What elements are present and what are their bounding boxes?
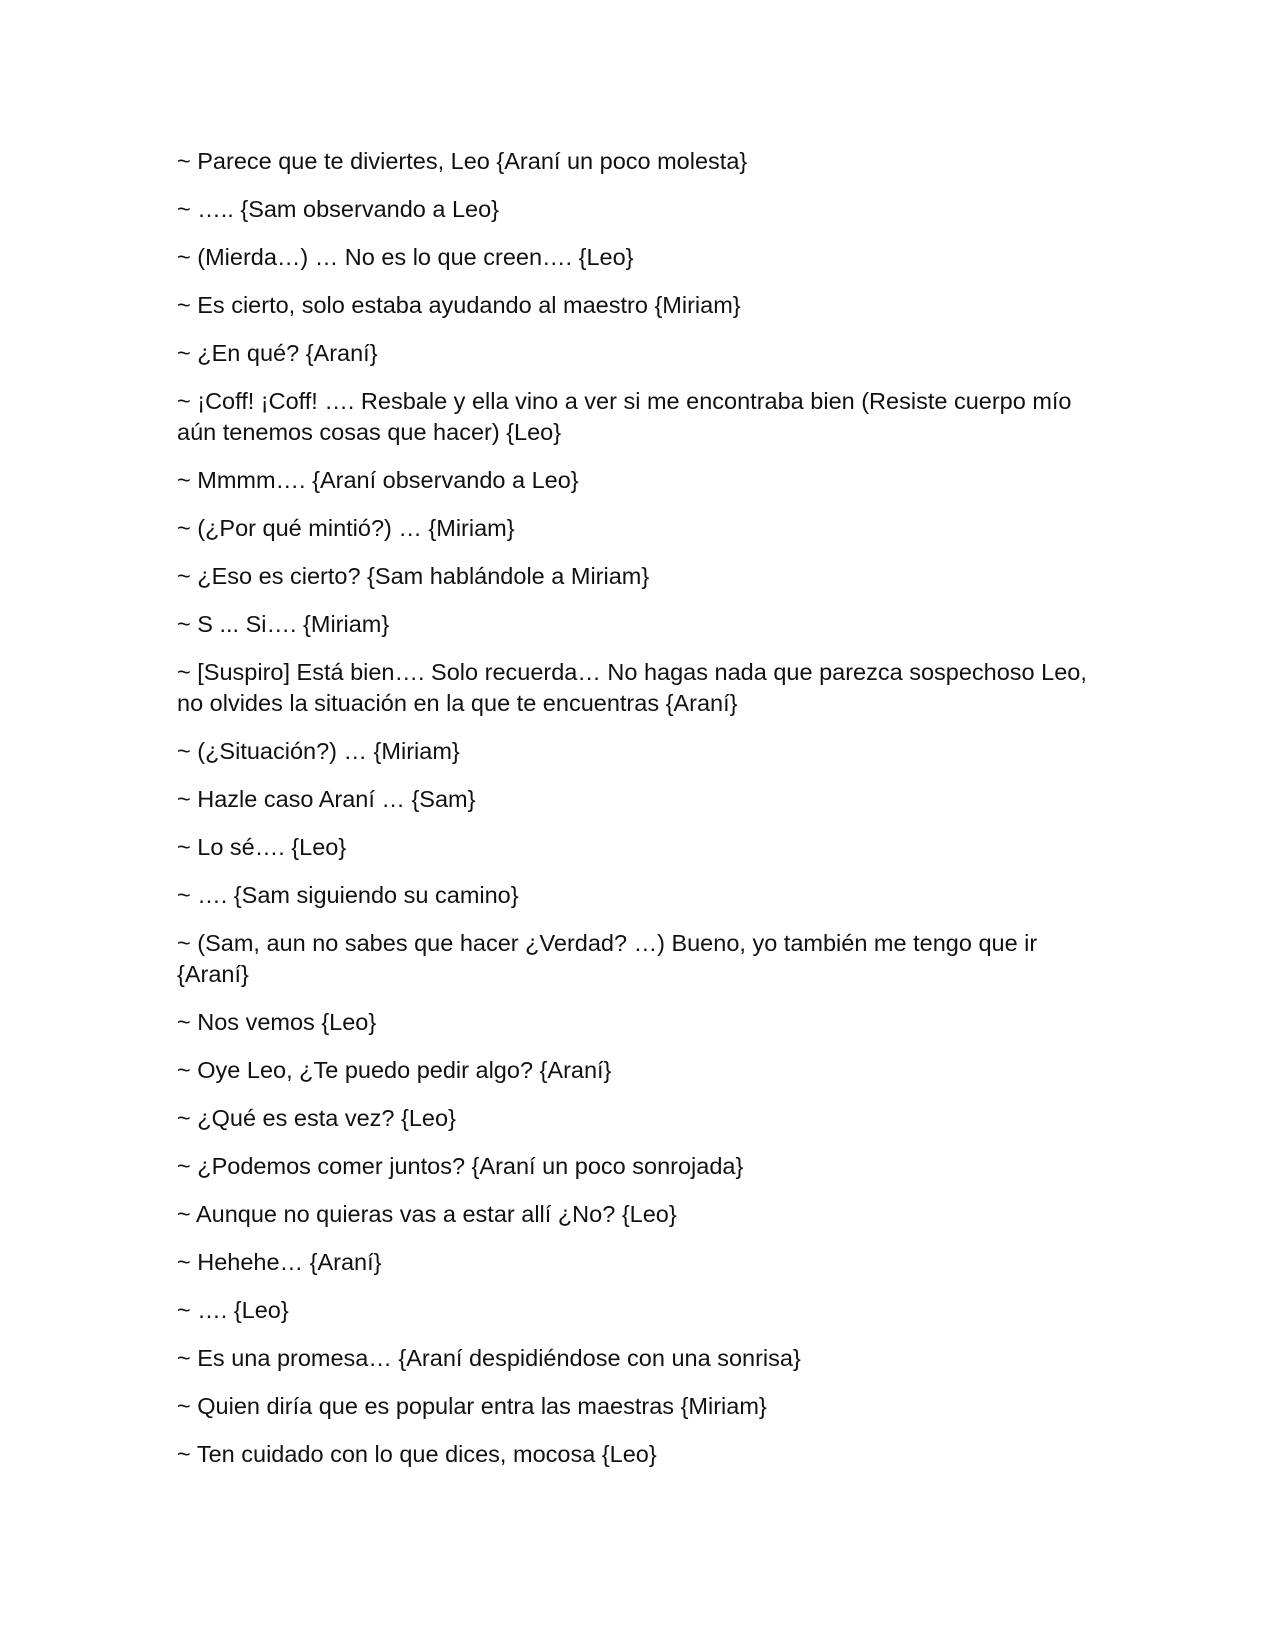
dialogue-line: ~ ¿Qué es esta vez? {Leo}: [177, 1105, 456, 1131]
dialogue-line: ~ (Mierda…) … No es lo que creen…. {Leo}: [177, 244, 634, 270]
dialogue-line: ~ Mmmm…. {Araní observando a Leo}: [177, 467, 579, 493]
dialogue-line: ~ (Sam, aun no sabes que hacer ¿Verdad? …) Bueno, yo también me tengo que ir {Araní}: [177, 930, 1038, 987]
dialogue-line: ~ ¿Eso es cierto? {Sam hablándole a Miriam}: [177, 563, 650, 589]
dialogue-line: ~ Ten cuidado con lo que dices, mocosa {Leo}: [177, 1441, 657, 1467]
dialogue-block: [177, 146, 1107, 1487]
dialogue-line: ~ Lo sé…. {Leo}: [177, 834, 347, 860]
dialogue-line: ~ ¿En qué? {Araní}: [177, 340, 378, 366]
dialogue-line: ~ Nos vemos {Leo}: [177, 1009, 377, 1035]
dialogue-line: ~ Es una promesa… {Araní despidiéndose con una sonrisa}: [177, 1345, 801, 1371]
dialogue-line: ~ (¿Situación?) … {Miriam}: [177, 738, 460, 764]
dialogue-line: ~ S ... Si…. {Miriam}: [177, 611, 390, 637]
dialogue-line: ~ …. {Sam siguiendo su camino}: [177, 882, 519, 908]
dialogue-line: ~ ¿Podemos comer juntos? {Araní un poco sonrojada}: [177, 1153, 744, 1179]
dialogue-line: ~ (¿Por qué mintió?) … {Miriam}: [177, 515, 515, 541]
dialogue-line: ~ Hehehe… {Araní}: [177, 1249, 382, 1275]
dialogue-line: ~ Oye Leo, ¿Te puedo pedir algo? {Araní}: [177, 1057, 612, 1083]
dialogue-line: ~ ….. {Sam observando a Leo}: [177, 196, 500, 222]
dialogue-line: ~ Aunque no quieras vas a estar allí ¿No? {Leo}: [177, 1201, 677, 1227]
dialogue-line: ~ …. {Leo}: [177, 1297, 289, 1323]
dialogue-line: ~ Es cierto, solo estaba ayudando al maestro {Miriam}: [177, 292, 741, 318]
dialogue-line: ~ Hazle caso Araní … {Sam}: [177, 786, 476, 812]
dialogue-line: ~ Quien diría que es popular entra las maestras {Miriam}: [177, 1393, 767, 1419]
dialogue-line: ~ [Suspiro] Está bien…. Solo recuerda… No hagas nada que parezca sospechoso Leo, no olvides la situación en la que te encuentras {Araní}: [177, 659, 1087, 716]
dialogue-line: ~ Parece que te diviertes, Leo {Araní un poco molesta}: [177, 148, 748, 174]
dialogue-line: ~ ¡Coff! ¡Coff! …. Resbale y ella vino a ver si me encontraba bien (Resiste cuerpo mío aún tenemos cosas que hacer) {Leo}: [177, 388, 1072, 445]
